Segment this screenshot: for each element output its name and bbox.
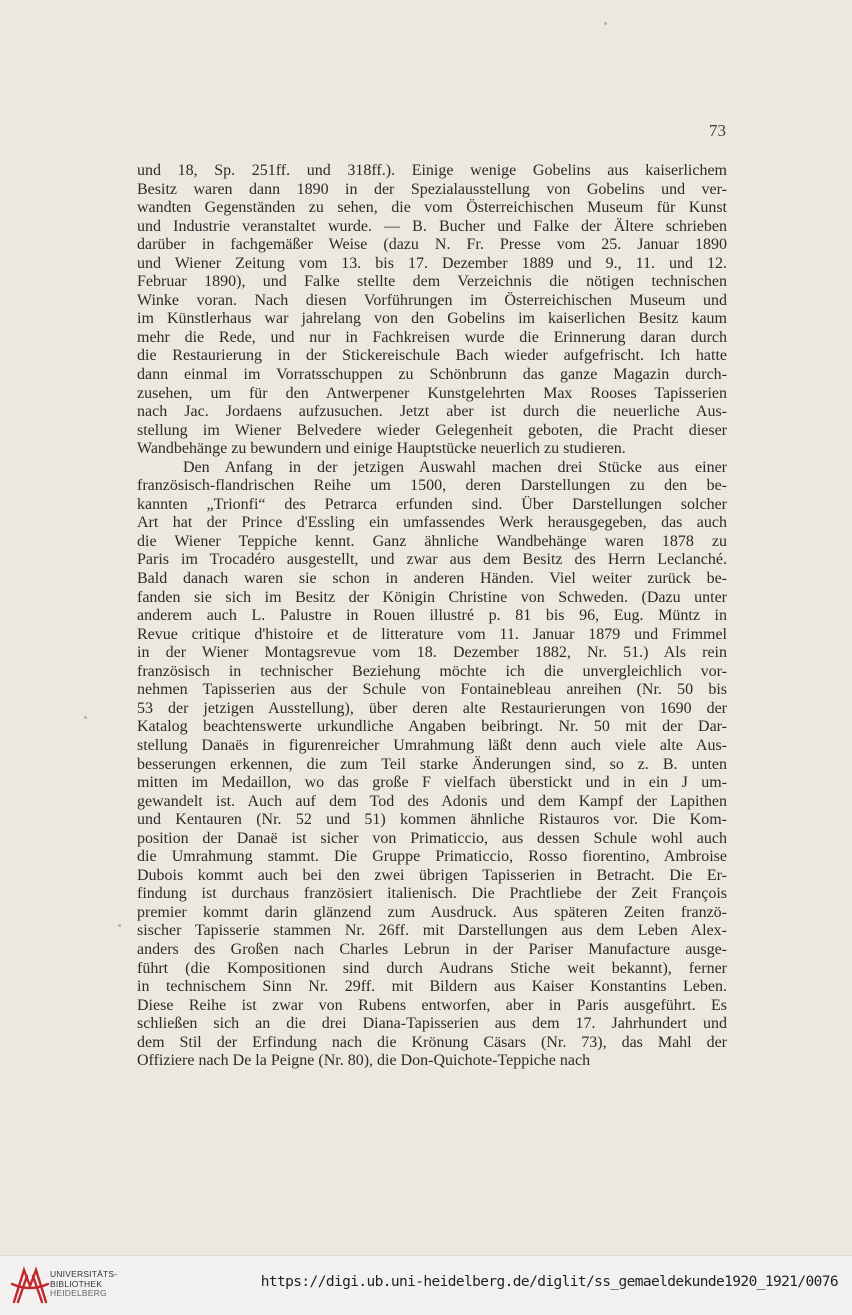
paper-speck: [604, 22, 607, 25]
text-line: mitten im Medaillon, wo das große F vielfach überstickt und in ein J um-: [137, 774, 727, 792]
text-line: Art hat der Prince d'Essling ein umfassendes Werk herausgegeben, das auch: [137, 514, 727, 532]
text-line: 53 der jetzigen Ausstellung), über deren alte Restaurierungen von 1690 der: [137, 699, 727, 717]
page-number: 73: [709, 121, 726, 140]
text-line: premier kommt darin glänzend zum Ausdruck. Aus späteren Zeiten franzö-: [137, 903, 727, 921]
text-line: die Wiener Teppiche kennt. Ganz ähnliche Wandbehänge waren 1878 zu: [137, 532, 727, 550]
text-line: fanden sie sich im Besitz der Königin Christine von Schweden. (Dazu unter: [137, 588, 727, 606]
text-line: Wandbehänge zu bewundern und einige Hauptstücke neuerlich zu studieren.: [137, 440, 626, 458]
text-line: sischer Tapisserie stammen Nr. 26ff. mit Darstellungen aus dem Leben Alex-: [137, 922, 727, 940]
text-line: die Umrahmung stammt. Die Gruppe Primaticcio, Rosso fiorentino, Ambroise: [137, 848, 727, 866]
text-line: in technischem Sinn Nr. 29ff. mit Bildern aus Kaiser Konstantins Leben.: [137, 978, 727, 996]
paper-speck: [118, 924, 121, 927]
text-line: Revue critique d'histoire et de litterature vom 11. Januar 1879 und Frimmel: [137, 625, 727, 643]
text-line: Besitz waren dann 1890 in der Spezialausstellung von Gobelins und ver-: [137, 180, 727, 198]
text-line: die Restaurierung in der Stickereischule Bach wieder aufgefrischt. Ich hatte: [137, 347, 727, 365]
text-line: in der Wiener Montagsrevue vom 18. Dezember 1882, Nr. 51.) Als rein: [137, 644, 727, 662]
text-line: besserungen erkennen, die zum Teil starke Änderungen sind, so z. B. unten: [137, 755, 727, 773]
viewer-footer: [0, 1255, 852, 1315]
text-line: nehmen Tapisserien aus der Schule von Fontainebleau anreihen (Nr. 50 bis: [137, 681, 727, 699]
text-line: stellung Danaës in figurenreicher Umrahmung läßt denn auch viele alte Aus-: [137, 736, 727, 754]
text-line: dem Stil der Erfindung nach die Krönung Cäsars (Nr. 73), das Mahl der: [137, 1033, 727, 1051]
text-line: und Industrie veranstaltet wurde. — B. Bucher und Falke der Ältere schrieben: [137, 217, 727, 235]
text-line: Den Anfang in der jetzigen Auswahl machen drei Stücke aus einer: [183, 458, 727, 476]
library-name-line: BIBLIOTHEK: [50, 1278, 103, 1289]
text-line: anders des Großen nach Charles Lebrun in der Pariser Manufacture ausge-: [137, 940, 727, 958]
text-line: Februar 1890), und Falke stellte dem Verzeichnis die nötigen technischen: [137, 273, 727, 291]
text-line: Diese Reihe ist zwar von Rubens entworfen, aber in Paris ausgeführt. Es: [137, 996, 727, 1014]
text-line: nach Jac. Jordaens aufzusuchen. Jetzt aber ist durch die neuerliche Aus-: [137, 403, 727, 421]
text-line: französisch in technischer Beziehung möchte ich die unvergleichlich vor-: [137, 662, 727, 680]
text-line: und 18, Sp. 251ff. und 318ff.). Einige wenige Gobelins aus kaiserlichem: [137, 162, 727, 179]
text-line: französisch-flandrischen Reihe um 1500, deren Darstellungen zu den be-: [137, 477, 727, 495]
text-line: zusehen, um für den Antwerpener Kunstgelehrten Max Rooses Tapisserien: [137, 384, 727, 402]
page-url-link[interactable]: https://digi.ub.uni-heidelberg.de/diglit/ss_gemaeldekunde1920_1921/0076: [260, 1274, 838, 1290]
text-line: darüber in fachgemäßer Weise (dazu N. Fr. Presse vom 25. Januar 1890: [137, 236, 727, 254]
text-line: dann einmal im Vorratsschuppen zu Schönbrunn das ganze Magazin durch-: [137, 366, 727, 384]
text-line: im Künstlerhaus war jahrelang von den Gobelins im kaiserlichen Besitz kaum: [137, 310, 727, 328]
text-line: führt (die Kompositionen sind durch Audrans Stiche weit bekannt), ferner: [137, 959, 727, 977]
text-line: gewandelt ist. Auch auf dem Tod des Adonis und dem Kampf der Lapithen: [137, 792, 727, 810]
text-line: und Wiener Zeitung vom 13. bis 17. Dezember 1889 und 9., 11. und 12.: [137, 254, 727, 272]
text-line: und Kentauren (Nr. 52 und 51) kommen ähnliche Ristauros vor. Die Kom-: [137, 811, 727, 829]
library-name: [50, 1270, 117, 1299]
library-name-line: UNIVERSITÄTS-: [50, 1269, 118, 1279]
text-line: wandten Gegenständen zu sehen, die vom Österreichischen Museum für Kunst: [137, 199, 727, 217]
text-line: stellung im Wiener Belvedere wieder Gelegenheit geboten, die Pracht dieser: [137, 421, 727, 439]
library-name-line: HEIDELBERG: [50, 1288, 107, 1298]
paper-speck: [84, 716, 87, 719]
text-line: Bald danach waren sie schon in anderen Händen. Viel weiter zurück be-: [137, 570, 727, 588]
text-line: Katalog beachtenswerte urkundliche Angaben beibringt. Nr. 50 mit der Dar-: [137, 718, 727, 736]
text-line: schließen sich an die drei Diana-Tapisserien aus dem 17. Jahrhundert und: [137, 1015, 727, 1033]
heidelberg-library-logo-icon[interactable]: [8, 1262, 52, 1308]
text-line: Dubois kommt auch bei den zwei übrigen Tapisserien in Betracht. Die Er-: [137, 866, 727, 884]
text-line: Offiziere nach De la Peigne (Nr. 80), die Don-Quichote-Teppiche nach: [137, 1052, 591, 1070]
text-line: position der Danaë ist sicher von Primaticcio, aus dessen Schule wohl auch: [137, 829, 727, 847]
body-text: [137, 162, 727, 1071]
text-line: mehr die Rede, und nur in Fachkreisen wurde die Erinnerung daran durch: [137, 328, 727, 346]
text-line: anderem auch L. Palustre in Rouen illustré p. 81 bis 96, Eug. Müntz in: [137, 607, 727, 625]
text-line: Paris im Trocadéro ausgestellt, und zwar aus dem Besitz des Herrn Leclanché.: [137, 551, 727, 569]
text-line: findung ist durchaus französiert italienisch. Die Prachtliebe der Zeit François: [137, 885, 727, 903]
text-line: Winke voran. Nach diesen Vorführungen im Österreichischen Museum und: [137, 291, 727, 309]
text-line: kannten „Trionfi“ des Petrarca erfunden sind. Über Darstellungen solcher: [137, 495, 727, 513]
